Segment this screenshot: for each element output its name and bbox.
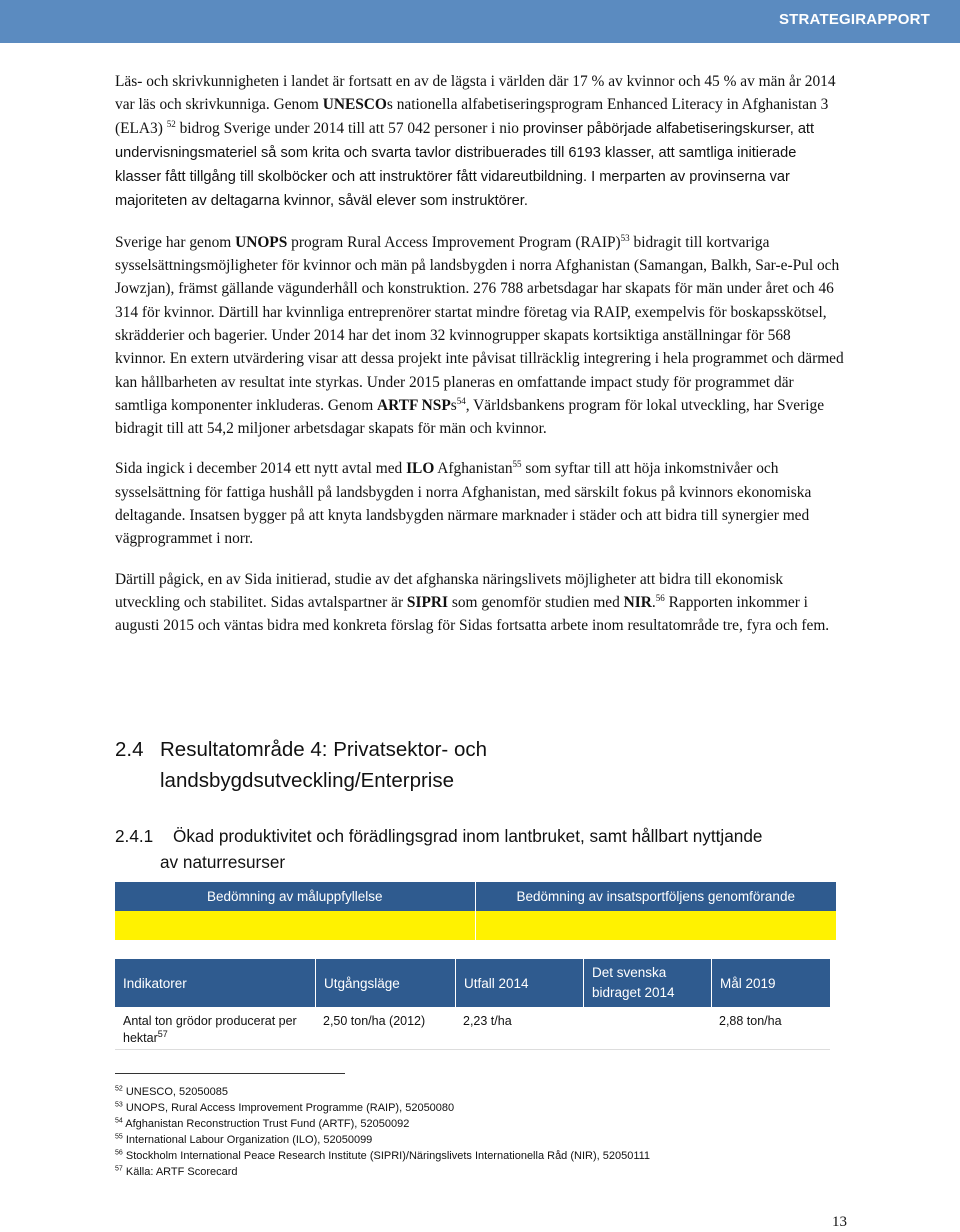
footnote-text: International Labour Organization (ILO), 52050099 [125,1134,373,1146]
footnote-55 [115,1132,835,1148]
footnote-ref-57[interactable]: 57 [157,1028,168,1039]
footnote-56 [115,1148,835,1164]
p4-text-4: Rapporten inkommer i augusti 2015 och väntas bidra med konkreta förslag för Sidas fortsatta arbete inom resultatområde tre, fyra och fem. [115,593,830,635]
footnote-number: 56 [115,1149,123,1157]
paragraph-literacy [115,70,845,214]
subsection-title-line2: av naturresurser [160,852,286,872]
footnote-number: 57 [115,1165,123,1173]
footnote-ref-53[interactable]: 53 [620,232,630,243]
footnote-number: 52 [115,1085,123,1093]
p2-text-1: Sverige har genom [115,233,236,251]
body-text [115,70,845,655]
footnote-number: 53 [115,1101,123,1109]
section-number: 2.4 [115,738,144,761]
footnote-text: UNESCO, 52050085 [125,1086,228,1098]
p3-text-2: Afghanistan [434,460,513,478]
paragraph-ilo [115,457,845,550]
p1-bold-unesco: UNESCO [322,96,387,114]
footnote-number: 55 [115,1133,123,1141]
footnote-53 [115,1100,835,1116]
footnote-57 [115,1164,835,1180]
p3-bold-ilo: ILO [406,460,435,478]
header-bar [0,0,960,43]
indicator-cell [115,1007,315,1049]
p1-text-4: provinser påbörjade alfabetiseringskurser, att undervisningsmateriel så som krita och svarta tavlor distribuerades till 6193 klasser, att samtliga initierade klasser fått tillgång till skolböcker och att instruktörer fått vidareutbildning. I merparten av provinserna var majoriteten av deltagarna kvinnor, såväl elever som instruktörer. [115,120,815,210]
footnote-ref-52[interactable]: 52 [166,118,176,129]
p1-text-1: Läs- och skrivkunnigheten i landet är fortsatt en av de lägsta i världen där 17 % av kvinnor och 45 % av män år 2014 var läs och skrivkunniga. Genom [115,73,836,114]
subsection-title-line1: Ökad produktivitet och förädlingsgrad inom lantbruket, samt hållbart nyttjande [173,826,763,846]
header-outcome: Utfall 2014 [455,959,583,1007]
indicator-table [115,959,830,1050]
assessment-table [115,882,836,940]
footnote-54 [115,1116,835,1132]
p2-text-4: s [450,396,457,414]
p4-bold-nir: NIR [623,593,652,611]
section-heading [115,734,835,796]
footnote-ref-55[interactable]: 55 [512,459,522,470]
subsection-number: 2.4.1 [115,826,154,846]
table-row [115,1007,830,1050]
p2-text-5: , Världsbankens program för lokal utveckling, har Sverige bidragit till att 54,2 miljoner arbetsdagar skapats för män och kvinnor. [115,396,825,438]
portfolio-rating-cell [476,911,837,940]
p2-bold-artf: ARTF NSP [377,396,451,414]
p2-bold-unops: UNOPS [235,233,288,251]
outcome-cell: 2,23 t/ha [463,1014,512,1028]
indicator-text: Antal ton grödor producerat per hektar [123,1014,297,1045]
header-indicators: Indikatorer [123,975,187,991]
assessment-portfolio-header: Bedömning av insatsportföljens genomförande [516,889,795,904]
footnote-text: Källa: ARTF Scorecard [125,1166,238,1178]
report-title: STRATEGIRAPPORT [778,11,930,28]
p4-text-2: som genomför studien med [447,593,624,611]
contribution-cell [583,1007,711,1049]
footnote-text: UNOPS, Rural Access Improvement Programme (RAIP), 52050080 [125,1102,455,1114]
footnotes [115,1084,835,1180]
footnote-text: Afghanistan Reconstruction Trust Fund (ARTF), 52050092 [125,1118,410,1130]
p3-text-3: som syftar till att höja inkomstnivåer och sysselsättning för fattiga hushåll på landsbygden i norra Afghanistan, med särskilt fokus på kvinnors ekonomiska deltagande. Insatsen bygger på att knyta landsbygden närmare marknader i städer och att bidra till synergier med vägprogrammet i norr. [115,460,812,548]
header-contribution: Det svenska bidraget 2014 [583,959,711,1007]
p1-text-2: s nationella alfabetiseringsprogram Enhanced Literacy in Afghanistan 3 (ELA3) [115,96,829,137]
header-target: Mål 2019 [711,959,830,1007]
footnote-separator [115,1073,345,1074]
p4-text-3: . [651,593,656,611]
indicator-header-row [115,959,830,1007]
p3-text-1: Sida ingick i december 2014 ett nytt avtal med [115,460,407,478]
footnote-text: Stockholm International Peace Research Institute (SIPRI)/Näringslivets Internationella Råd (NIR), 52050111 [125,1150,651,1162]
assessment-goal-header: Bedömning av måluppfyllelse [115,882,476,911]
p4-text-1: Därtill pågick, en av Sida initierad, studie av det afghanska näringslivets möjligheter att bidra till ekonomisk utveckling och stabilitet. Sidas avtalspartner är [115,570,784,611]
subsection-heading [115,823,855,875]
baseline-cell: 2,50 ton/ha (2012) [323,1014,426,1028]
footnote-number: 54 [115,1117,123,1125]
assessment-header [115,882,836,911]
paragraph-raip [115,231,845,441]
paragraph-sipri [115,568,845,638]
p1-text-3: bidrog Sverige under 2014 till att 57 042 personer i nio [175,119,523,137]
page-number: 13 [832,1214,847,1230]
section-title-line2: landsbygdsutveckling/Enterprise [160,769,454,792]
p2-text-3: bidragit till kortvariga sysselsättningsmöjligheter för kvinnor och män på landsbygden i norra Afghanistan (Samangan, Balkh, Sar-e-Pul och Jowzjan), främst gällande vägunderhåll och konstruktion. 276 788 arbetsdagar har skapats för män under året och 46 314 för kvinnor. Därtill har kvinnliga entreprenörer startat mindre företag via RAIP, exempelvis för boskapsskötsel, skrädderier och bagerier. Under 2014 har det inom 32 kvinnogrupper skapats kortsiktiga anställningar för 568 kvinnor. En extern utvärdering visar att dessa projekt inte påvisat tillräcklig integrering i hela programmet och därmed kan hållbarheten av resultat inte styrkas. Under 2015 planeras en omfattande impact study för programmet där samtliga komponenter inkluderas. Genom [115,233,844,414]
assessment-rating-row [115,911,836,940]
target-cell: 2,88 ton/ha [719,1014,782,1028]
footnote-52 [115,1084,835,1100]
section-title-line1: Resultatområde 4: Privatsektor- och [160,738,487,761]
goal-rating-cell [115,911,476,940]
footnote-ref-56[interactable]: 56 [655,592,665,603]
footnote-ref-54[interactable]: 54 [456,395,466,406]
p4-bold-sipri: SIPRI [406,593,448,611]
header-baseline: Utgångsläge [315,959,455,1007]
p2-text-2: program Rural Access Improvement Program (RAIP) [287,233,621,251]
